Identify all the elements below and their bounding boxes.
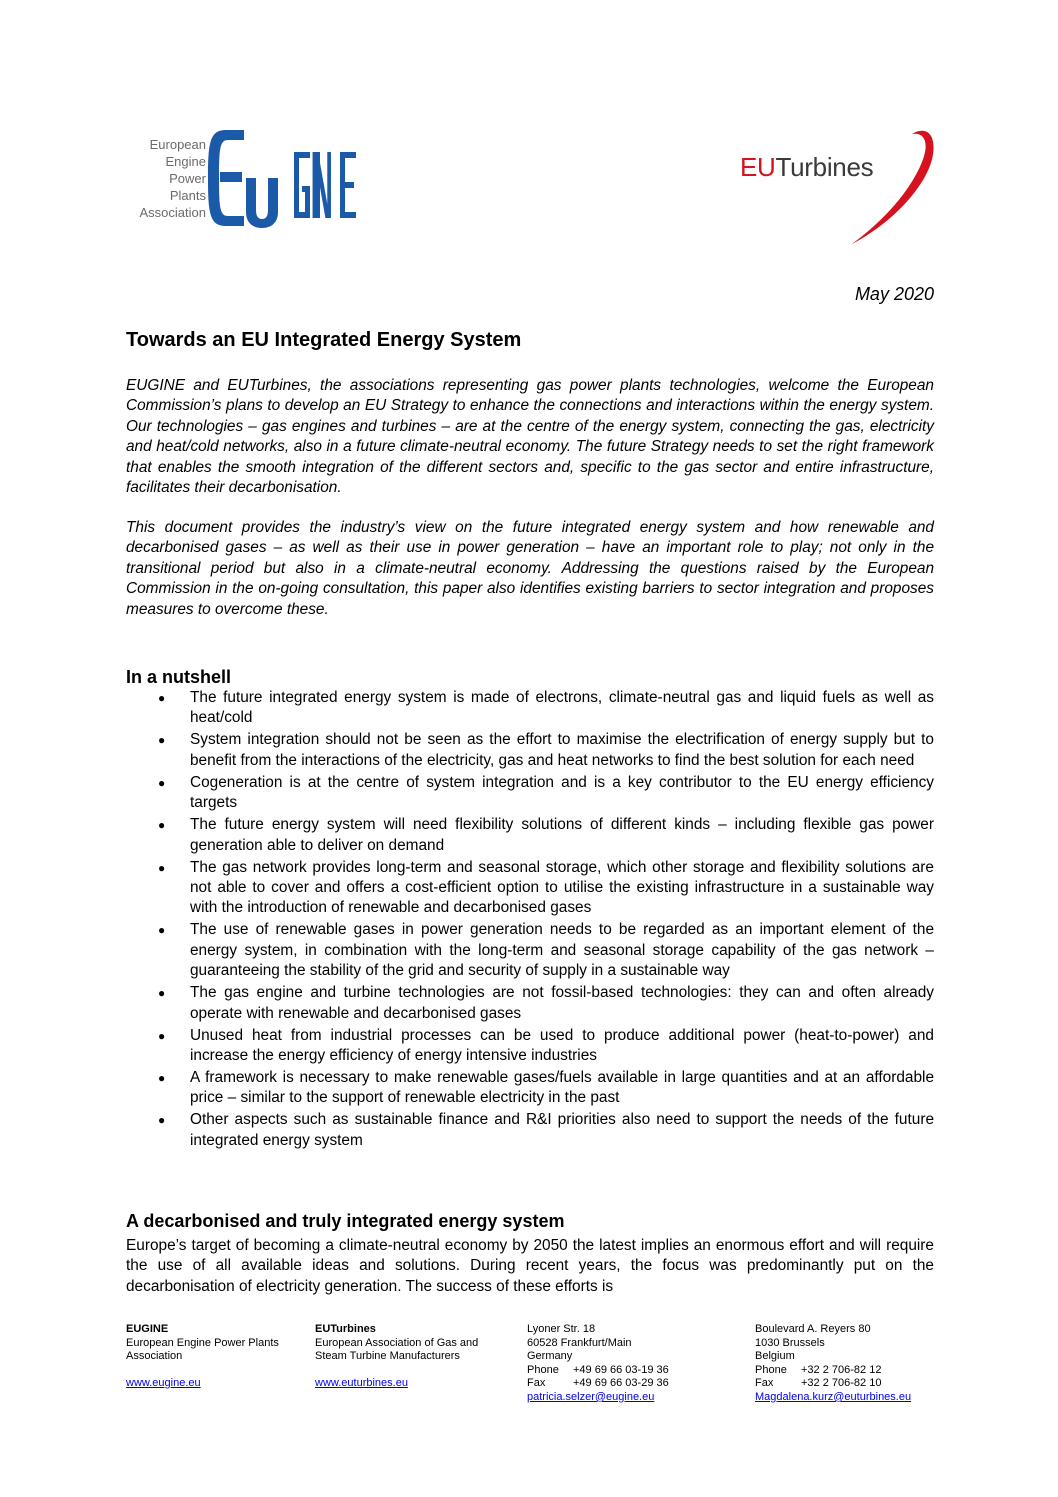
- list-item: ● System integration should not be seen as the effort to maximise the electrification of energy supply but to benefit from the interactions of the electricity, gas and heat networks to find the best solution for each need: [158, 731, 934, 769]
- bullet-icon: ●: [158, 860, 166, 875]
- bullet-icon: ●: [158, 733, 166, 748]
- bullet-icon: ●: [158, 818, 166, 833]
- list-item: ● The future energy system will need flexibility solutions of different kinds – including flexible gas power generation able to deliver on demand: [158, 816, 934, 854]
- list-item: ● The future integrated energy system is made of electrons, climate-neutral gas and liquid fuels as well as heat/cold: [158, 689, 934, 727]
- document-date: May 2020: [854, 284, 934, 304]
- euturbines-email-link[interactable]: Magdalena.kurz@euturbines.eu: [755, 1391, 912, 1403]
- phone-number: +49 69 66 03-19 36: [573, 1363, 669, 1376]
- list-item: ● The gas network provides long-term and seasonal storage, which other storage and flexibility solutions are not able to cover and offers a cost-efficient option to utilise the existing infrastructure in a sustainable way with the introduction of renewable and decarbonised gases: [158, 858, 934, 917]
- list-item: ● Unused heat from industrial processes can be used to produce additional power (heat-to-power) and increase the energy efficiency of energy intensive industries: [158, 1026, 934, 1065]
- bullet-icon: ●: [158, 1071, 166, 1086]
- footer-euturbines: EUTurbines European Association of Gas and Steam Turbine Manufacturers www.euturbines.eu: [315, 1323, 479, 1389]
- eugine-mark-icon: [206, 122, 358, 234]
- intro-paragraph-1: EUGINE and EUTurbines, the associations representing gas power plants technologies, welcome the European Commission’s plans to develop an EU Strategy to enhance the connections and interactions within the energy system. Our technologies – gas engines and turbines – are at the centre of the energy system, connecting the gas, electricity and heat/cold networks, also in a future climate-neutral economy. The future Strategy needs to set the right framework that enables the smooth integration of the different sectors and, specific to the gas sector and entire infrastructure, facilitates their decarbonisation.: [126, 377, 934, 497]
- eugine-email-link[interactable]: patricia.selzer@eugine.eu: [527, 1391, 655, 1403]
- euturbines-logo: [732, 128, 942, 246]
- nutshell-list: [126, 688, 934, 1153]
- fax-number: +32 2 706-82 10: [801, 1377, 882, 1390]
- section-heading: A decarbonised and truly integrated energy system: [126, 1211, 565, 1231]
- footer-eugine: EUGINE European Engine Power Plants Association www.eugine.eu: [126, 1323, 279, 1389]
- bullet-icon: ●: [158, 691, 166, 705]
- footer-brussels-address: Boulevard A. Reyers 80 1030 Brussels Belgium Phone +32 2 706-82 12 Fax +32 2 706-82 10 Magdalena.kurz@euturbines.eu: [755, 1323, 912, 1403]
- footer-frankfurt-address: Lyoner Str. 18 60528 Frankfurt/Main Germany Phone +49 69 66 03-19 36 Fax +49 69 66 03-29 36 patricia.selzer@eugine.eu: [527, 1323, 669, 1403]
- bullet-icon: ●: [158, 923, 166, 938]
- phone-number: +32 2 706-82 12: [801, 1363, 882, 1376]
- nutshell-heading: In a nutshell: [126, 667, 232, 687]
- list-item: ● Cogeneration is at the centre of system integration and is a key contributor to the EU energy efficiency targets: [158, 773, 934, 812]
- bullet-icon: ●: [158, 986, 166, 1001]
- list-item: ● Other aspects such as sustainable finance and R&I priorities also need to support the needs of the future integrated energy system: [158, 1111, 934, 1149]
- euturbines-wordmark: EUTurbines: [740, 152, 874, 182]
- euturbines-website-link[interactable]: www.euturbines.eu: [315, 1377, 408, 1389]
- eugine-logo: [118, 122, 358, 234]
- section-paragraph: Europe’s target of becoming a climate-neutral economy by 2050 the latest implies an enormous effort and will require the use of all available ideas and solutions. During recent years, the focus was predominantly put on the decarbonisation of electricity generation. The success of these efforts is: [126, 1237, 934, 1295]
- page-title: Towards an EU Integrated Energy System: [126, 329, 522, 351]
- euturbines-swoosh-icon: [732, 128, 942, 246]
- eugine-website-link[interactable]: www.eugine.eu: [126, 1377, 201, 1389]
- eugine-logo-text: European Engine Power Plants Association: [139, 137, 206, 220]
- list-item: ● The use of renewable gases in power generation needs to be regarded as an important element of the energy system, in combination with the long-term and seasonal storage capability of the gas network – guaranteeing the stability of the grid and security of supply in a sustainable way: [158, 921, 934, 980]
- bullet-icon: ●: [158, 1113, 166, 1128]
- list-item: ● A framework is necessary to make renewable gases/fuels available in large quantities and at an affordable price – similar to the support of renewable electricity in the past: [158, 1069, 934, 1107]
- bullet-icon: ●: [158, 1028, 166, 1043]
- intro-paragraph-2: This document provides the industry’s view on the future integrated energy system and how renewable and decarbonised gases – as well as their use in power generation – have an important role to play; not only in the transitional period but also in a climate-neutral economy. Addressing the questions raised by the European Commission in the on-going consultation, this paper also identifies existing barriers to sector integration and proposes measures to overcome these.: [126, 519, 934, 618]
- list-item: ● The gas engine and turbine technologies are not fossil-based technologies: they can and often already operate with renewable and decarbonised gases: [158, 984, 934, 1022]
- fax-number: +49 69 66 03-29 36: [573, 1377, 669, 1390]
- bullet-icon: ●: [158, 775, 166, 790]
